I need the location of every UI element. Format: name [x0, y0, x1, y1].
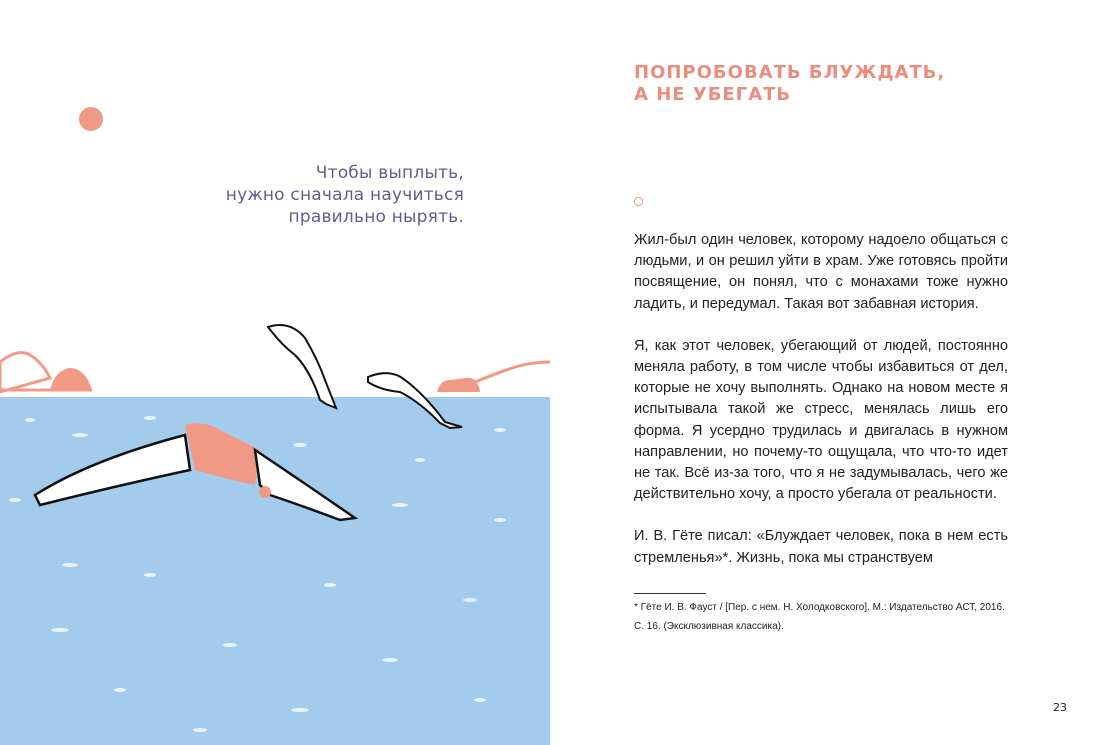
diving-illustration	[0, 300, 550, 745]
paragraph: И. В. Гёте писал: «Блуждает человек, пока в нем есть стремленья»*. Жизнь, пока мы странствуем	[634, 528, 1008, 566]
shore-line	[475, 362, 550, 382]
rock	[50, 368, 92, 390]
rock	[437, 378, 480, 392]
diver-head	[259, 486, 271, 498]
body-text	[634, 230, 1008, 569]
right-page	[634, 62, 1008, 636]
footnote-divider	[634, 593, 706, 594]
rock-outline	[0, 353, 50, 392]
chapter-title: ПОПРОБОВАТЬ БЛУЖДАТЬ, А НЕ УБЕГАТЬ	[634, 62, 946, 105]
paragraph: Я, как этот человек, убегающий от людей, постоянно меняла работу, в том числе чтобы избавиться от дел, которые не хочу выполнять. Однако на новом месте я испытывала такой же стресс, менялась лишь его форма. Я усердно трудилась и двигалась в нужном направлении, но почему-то ощущала, что что-то идет не так. Всё из-за того, что я не задумывалась, чего же действительно хочу, а просто убегала от реальности.	[634, 337, 1008, 503]
epigraph-quote: Чтобы выплыть, нужно сначала научиться правильно нырять.	[225, 163, 464, 227]
footnote: * Гёте И. В. Фауст / [Пер. с нем. Н. Холодковского]. М.: Издательство АСТ, 2016. С. 16. (Эксклюзивная классика).	[634, 601, 1005, 632]
sea	[0, 397, 550, 745]
sun-illustration	[79, 107, 103, 131]
page-number: 23	[1053, 701, 1067, 714]
dolphin-1	[268, 325, 336, 408]
circle-ornament-icon	[634, 197, 643, 206]
paragraph: Жил-был один человек, которому надоело общаться с людьми, и он решил уйти в храм. Уже готовясь пройти посвящение, он понял, что с монахами тоже нужно ладить, и передумал. Такая вот забавная история.	[634, 232, 1008, 312]
